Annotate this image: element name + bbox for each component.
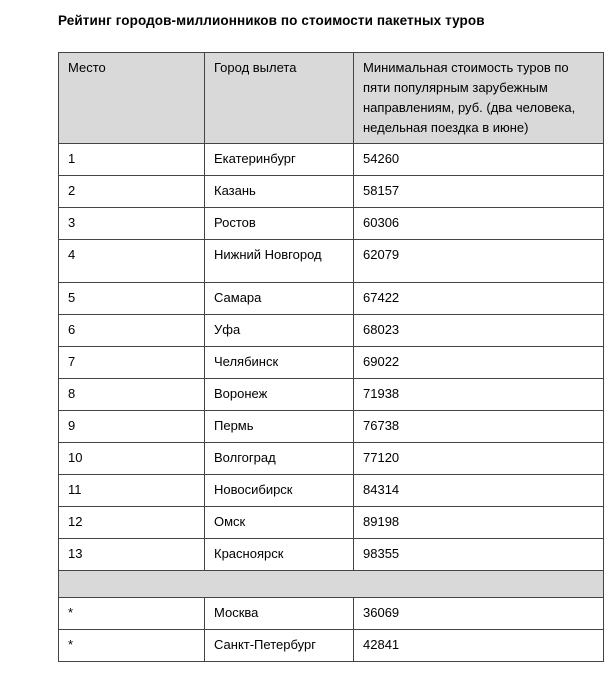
place-cell: 9 — [59, 411, 205, 443]
price-cell: 69022 — [354, 347, 604, 379]
page-title: Рейтинг городов-миллионников по стоимости пакетных туров — [58, 13, 485, 28]
price-cell: 67422 — [354, 283, 604, 315]
table-row — [59, 176, 604, 208]
table-row — [59, 347, 604, 379]
city-cell: Санкт-Петербург — [205, 630, 354, 662]
place-cell: * — [59, 598, 205, 630]
price-cell: 62079 — [354, 240, 604, 283]
city-cell: Уфа — [205, 315, 354, 347]
column-header-price: Минимальная стоимость туров по пяти популярным зарубежным направлениям, руб. (два человека, недельная поездка в июне) — [354, 53, 604, 144]
price-cell: 36069 — [354, 598, 604, 630]
price-cell: 76738 — [354, 411, 604, 443]
table-row — [59, 144, 604, 176]
price-cell: 84314 — [354, 475, 604, 507]
city-cell: Самара — [205, 283, 354, 315]
city-cell: Красноярск — [205, 539, 354, 571]
price-cell: 77120 — [354, 443, 604, 475]
table-row — [59, 315, 604, 347]
city-cell: Омск — [205, 507, 354, 539]
city-cell: Ростов — [205, 208, 354, 240]
city-cell: Москва — [205, 598, 354, 630]
city-cell: Пермь — [205, 411, 354, 443]
table-row — [59, 630, 604, 662]
tours-price-table — [58, 52, 604, 662]
table-separator-row — [59, 571, 604, 598]
place-cell: 8 — [59, 379, 205, 411]
table-row — [59, 507, 604, 539]
city-cell: Нижний Новгород — [205, 240, 354, 283]
place-cell: 13 — [59, 539, 205, 571]
place-cell: 4 — [59, 240, 205, 283]
city-cell: Воронеж — [205, 379, 354, 411]
table-row — [59, 411, 604, 443]
price-cell: 71938 — [354, 379, 604, 411]
city-cell: Казань — [205, 176, 354, 208]
column-header-city: Город вылета — [205, 53, 354, 144]
place-cell: 7 — [59, 347, 205, 379]
price-cell: 54260 — [354, 144, 604, 176]
place-cell: 3 — [59, 208, 205, 240]
table-row — [59, 539, 604, 571]
price-cell: 58157 — [354, 176, 604, 208]
table-row — [59, 240, 604, 283]
place-cell: 2 — [59, 176, 205, 208]
city-cell: Волгоград — [205, 443, 354, 475]
table-row — [59, 475, 604, 507]
table-row — [59, 208, 604, 240]
place-cell: 11 — [59, 475, 205, 507]
place-cell: 6 — [59, 315, 205, 347]
city-cell: Екатеринбург — [205, 144, 354, 176]
price-cell: 89198 — [354, 507, 604, 539]
price-cell: 42841 — [354, 630, 604, 662]
table-header-row — [59, 53, 604, 144]
column-header-place: Место — [59, 53, 205, 144]
price-cell: 98355 — [354, 539, 604, 571]
city-cell: Новосибирск — [205, 475, 354, 507]
table-row — [59, 598, 604, 630]
place-cell: 1 — [59, 144, 205, 176]
place-cell: 5 — [59, 283, 205, 315]
price-cell: 60306 — [354, 208, 604, 240]
place-cell: * — [59, 630, 205, 662]
price-cell: 68023 — [354, 315, 604, 347]
place-cell: 12 — [59, 507, 205, 539]
city-cell: Челябинск — [205, 347, 354, 379]
table-row — [59, 379, 604, 411]
separator-cell — [59, 571, 604, 598]
place-cell: 10 — [59, 443, 205, 475]
table-row — [59, 283, 604, 315]
table-row — [59, 443, 604, 475]
